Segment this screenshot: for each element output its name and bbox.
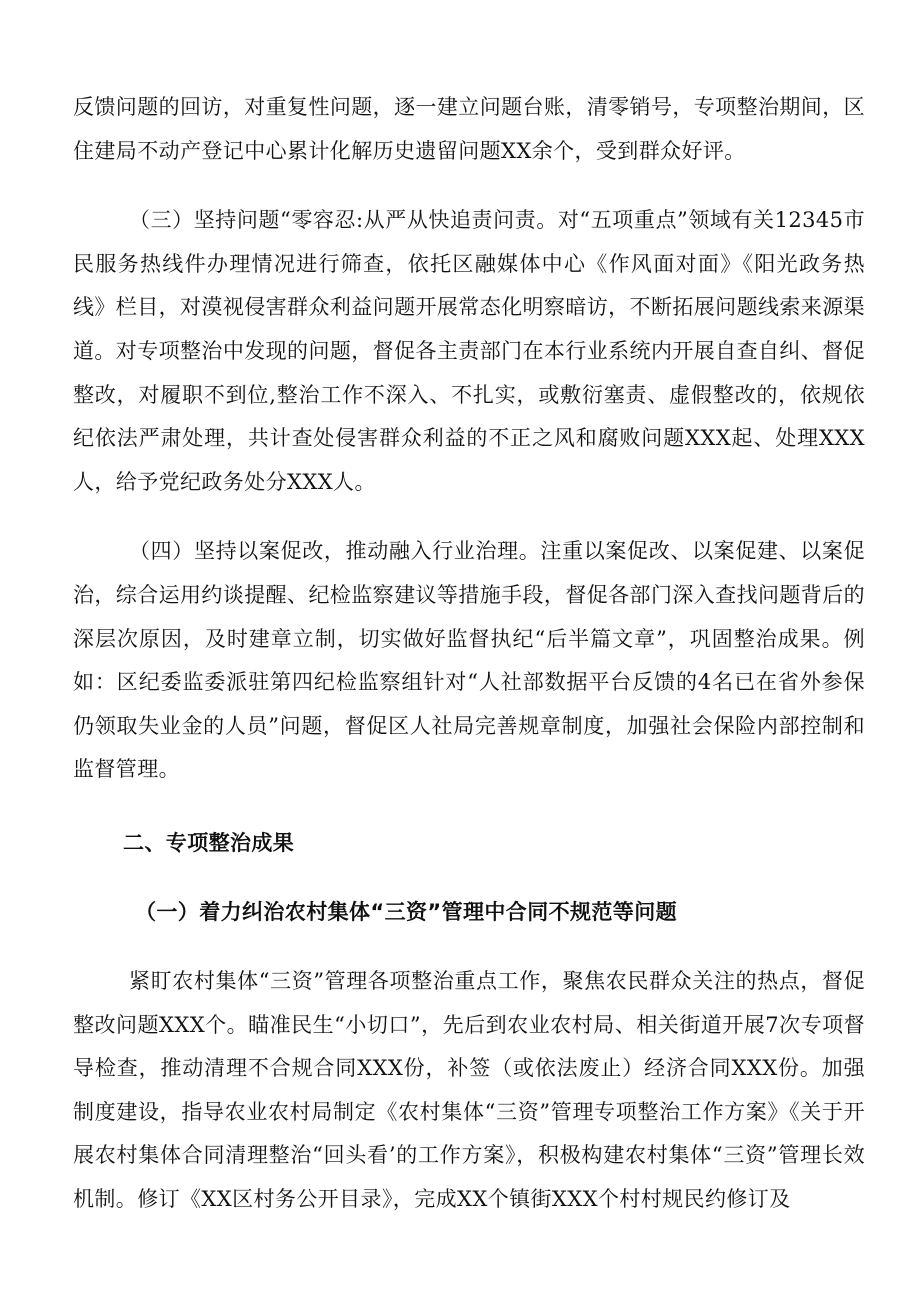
paragraph-three-assets: 紧盯农村集体“三资”管理各项整治重点工作，聚焦农民群众关注的热点，督促整改问题XXX个。瞄准民生“小切口”，先后到农业农村局、相关街道开展7次专项督导检查，推动清理不合规合同XXX份，补签（或依法废止）经济合同XXX份。加强制度建设，指导农业农村局制定《农村集体“三资”管理专项整治工作方案》《关于开展农村集体合同清理整治“回头看’的工作方案》，积极构建农村集体“三资”管理长效机制。修订《XX区村务公开目录》，完成XX个镇街XXX个村村规民约修订及 bbox=[73, 968, 865, 1211]
section-heading-results: 二、专项整治成果 bbox=[123, 830, 295, 855]
paragraph-zero-tolerance: （三）坚持问题“零容忍:从严从快追责问责。对“五项重点”领域有关12345市民服务热线件办理情况进行筛查，依托区融媒体中心《作风面对面》《阳光政务热线》栏目，对漠视侵害群众利益问题开展常态化明察暗访，不断拓展问题线索来源渠道。对专项整治中发现的问题，督促各主责部门在本行业系统内开展自查自纠、督促整改，对履职不到位,整治工作不深入、不扎实，或敷衍塞责、虚假整改的，依规依纪依法严肃处理，共计查处侵害群众利益的不正之风和腐败问题XXX起、处理XXX人，给予党纪政务处分XXX人。 bbox=[73, 208, 865, 494]
subsection-heading-contracts: （一）着力纠治农村集体“三资”管理中合同不规范等问题 bbox=[135, 899, 678, 924]
paragraph-followup: 反馈问题的回访，对重复性问题，逐一建立问题台账，清零销号，专项整治期间，区住建局不动产登记中心累计化解历史遗留问题XX余个，受到群众好评。 bbox=[73, 95, 865, 163]
paragraph-case-reform: （四）坚持以案促改，推动融入行业治理。注重以案促改、以案促建、以案促治，综合运用约谈提醒、纪检监察建议等措施手段，督促各部门深入查找问题背后的深层次原因，及时建章立制，切实做好监督执纪“后半篇文章”，巩固整治成果。例如：区纪委监委派驻第四纪检监察组针对“人社部数据平台反馈的4名已在省外参保仍领取失业金的人员”问题，督促区人社局完善规章制度，加强社会保险内部控制和监督管理。 bbox=[73, 539, 865, 782]
